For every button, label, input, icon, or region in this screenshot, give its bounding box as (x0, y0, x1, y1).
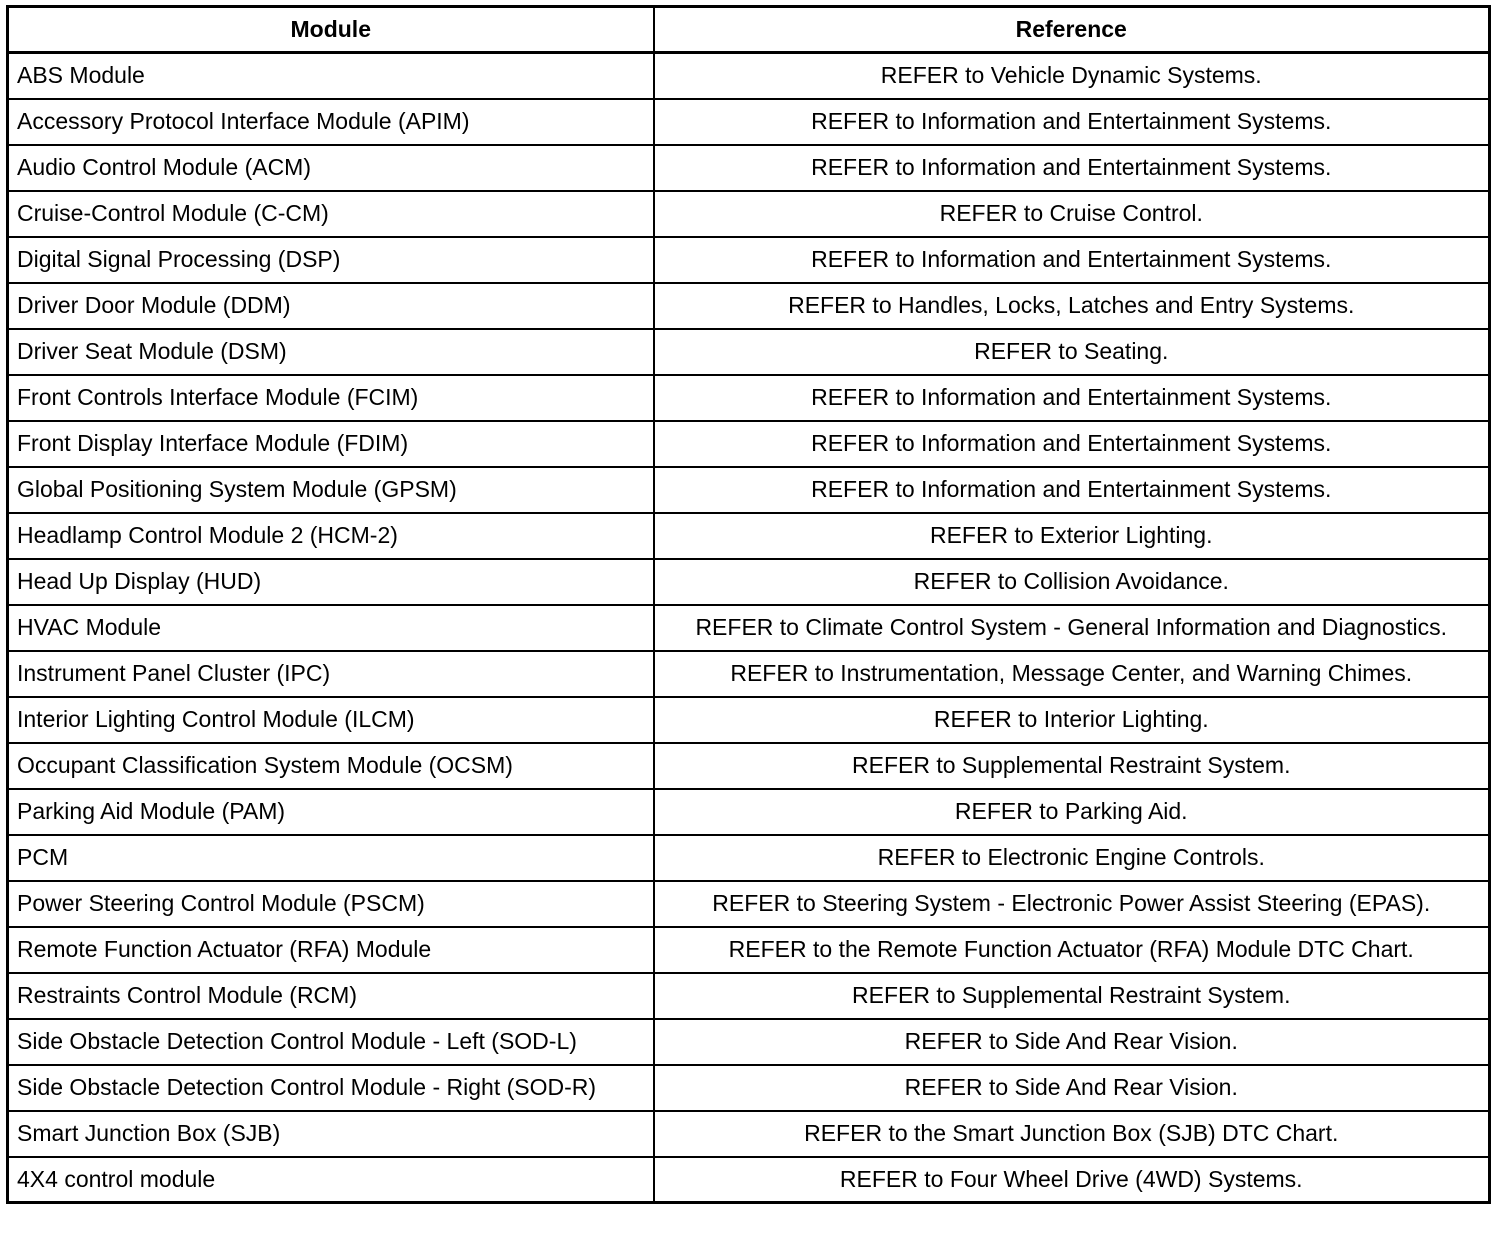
module-cell: HVAC Module (8, 605, 654, 651)
module-cell: Driver Door Module (DDM) (8, 283, 654, 329)
table-row (8, 881, 1490, 927)
table-row (8, 467, 1490, 513)
reference-cell: REFER to Climate Control System - General Information and Diagnostics. (654, 605, 1490, 651)
table-row (8, 973, 1490, 1019)
reference-cell: REFER to Seating. (654, 329, 1490, 375)
table-row (8, 559, 1490, 605)
table-row (8, 697, 1490, 743)
reference-cell: REFER to Interior Lighting. (654, 697, 1490, 743)
module-cell: Side Obstacle Detection Control Module - Left (SOD-L) (8, 1019, 654, 1065)
reference-cell: REFER to Handles, Locks, Latches and Entry Systems. (654, 283, 1490, 329)
module-cell: Interior Lighting Control Module (ILCM) (8, 697, 654, 743)
module-cell: 4X4 control module (8, 1157, 654, 1203)
reference-cell: REFER to Four Wheel Drive (4WD) Systems. (654, 1157, 1490, 1203)
module-cell: Side Obstacle Detection Control Module - Right (SOD-R) (8, 1065, 654, 1111)
module-reference-table (6, 5, 1491, 1204)
module-cell: Parking Aid Module (PAM) (8, 789, 654, 835)
table-row (8, 651, 1490, 697)
table-row (8, 53, 1490, 99)
reference-cell: REFER to Exterior Lighting. (654, 513, 1490, 559)
module-cell: ABS Module (8, 53, 654, 99)
reference-cell: REFER to Collision Avoidance. (654, 559, 1490, 605)
module-cell: Headlamp Control Module 2 (HCM-2) (8, 513, 654, 559)
table-row (8, 99, 1490, 145)
table-row (8, 1065, 1490, 1111)
reference-cell: REFER to Information and Entertainment Systems. (654, 467, 1490, 513)
module-cell: Remote Function Actuator (RFA) Module (8, 927, 654, 973)
reference-cell: REFER to Supplemental Restraint System. (654, 973, 1490, 1019)
reference-cell: REFER to Information and Entertainment Systems. (654, 145, 1490, 191)
table-row (8, 605, 1490, 651)
reference-cell: REFER to Information and Entertainment Systems. (654, 421, 1490, 467)
table-row (8, 191, 1490, 237)
module-cell: Instrument Panel Cluster (IPC) (8, 651, 654, 697)
module-cell: PCM (8, 835, 654, 881)
module-cell: Front Controls Interface Module (FCIM) (8, 375, 654, 421)
table-row (8, 283, 1490, 329)
table-row (8, 375, 1490, 421)
table-header-row (8, 7, 1490, 53)
table-row (8, 1111, 1490, 1157)
reference-cell: REFER to Electronic Engine Controls. (654, 835, 1490, 881)
module-reference-table-container (6, 5, 1488, 1252)
module-cell: Head Up Display (HUD) (8, 559, 654, 605)
reference-cell: REFER to Information and Entertainment Systems. (654, 237, 1490, 283)
table-row (8, 835, 1490, 881)
table-row (8, 513, 1490, 559)
reference-cell: REFER to the Smart Junction Box (SJB) DTC Chart. (654, 1111, 1490, 1157)
reference-cell: REFER to Cruise Control. (654, 191, 1490, 237)
reference-cell: REFER to Side And Rear Vision. (654, 1019, 1490, 1065)
table-row (8, 789, 1490, 835)
table-body (8, 53, 1490, 1203)
table-row (8, 421, 1490, 467)
module-cell: Power Steering Control Module (PSCM) (8, 881, 654, 927)
table-row (8, 927, 1490, 973)
module-cell: Occupant Classification System Module (OCSM) (8, 743, 654, 789)
table-row (8, 1019, 1490, 1065)
reference-cell: REFER to the Remote Function Actuator (RFA) Module DTC Chart. (654, 927, 1490, 973)
module-cell: Driver Seat Module (DSM) (8, 329, 654, 375)
column-header-reference: Reference (654, 7, 1490, 53)
table-row (8, 145, 1490, 191)
reference-cell: REFER to Vehicle Dynamic Systems. (654, 53, 1490, 99)
module-cell: Front Display Interface Module (FDIM) (8, 421, 654, 467)
module-cell: Smart Junction Box (SJB) (8, 1111, 654, 1157)
table-row (8, 743, 1490, 789)
table-row (8, 237, 1490, 283)
reference-cell: REFER to Steering System - Electronic Power Assist Steering (EPAS). (654, 881, 1490, 927)
module-cell: Restraints Control Module (RCM) (8, 973, 654, 1019)
module-cell: Cruise-Control Module (C-CM) (8, 191, 654, 237)
module-cell: Digital Signal Processing (DSP) (8, 237, 654, 283)
reference-cell: REFER to Information and Entertainment Systems. (654, 375, 1490, 421)
column-header-module: Module (8, 7, 654, 53)
table-row (8, 1157, 1490, 1203)
module-cell: Audio Control Module (ACM) (8, 145, 654, 191)
module-cell: Accessory Protocol Interface Module (APIM) (8, 99, 654, 145)
reference-cell: REFER to Parking Aid. (654, 789, 1490, 835)
table-row (8, 329, 1490, 375)
reference-cell: REFER to Supplemental Restraint System. (654, 743, 1490, 789)
module-cell: Global Positioning System Module (GPSM) (8, 467, 654, 513)
reference-cell: REFER to Instrumentation, Message Center, and Warning Chimes. (654, 651, 1490, 697)
reference-cell: REFER to Side And Rear Vision. (654, 1065, 1490, 1111)
reference-cell: REFER to Information and Entertainment Systems. (654, 99, 1490, 145)
